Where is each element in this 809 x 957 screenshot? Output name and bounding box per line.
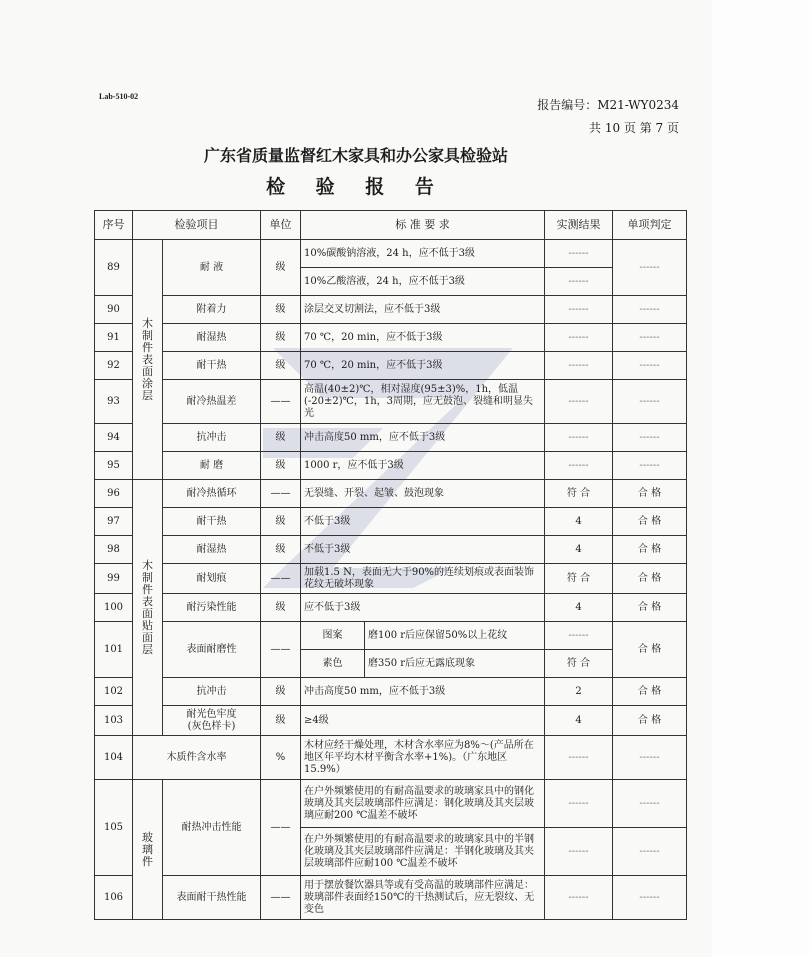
inspection-table (94, 210, 687, 920)
lab-code: Lab-510-02 (99, 92, 139, 101)
table-row: 素色 磨350 r后应无露底现象 符 合 (95, 650, 687, 678)
organization-name: 广东省质量监督红木家具和办公家具检验站 (203, 146, 508, 165)
table-row: 89 木 制 件 表 面 涂 层 耐 液 级 10%碳酸钠溶液，24 h，应不低于3级 ------ ------ (95, 240, 687, 268)
table-row: 98 耐湿热 级 不低于3级 4 合 格 (95, 536, 687, 564)
table-row: 在户外频繁使用的有耐高温要求的玻璃家具中的半钢化玻璃及其夹层玻璃部件应满足：半钢化玻璃及其夹层玻璃部件应耐100 ℃温差不破坏 ------ ------ (95, 828, 687, 876)
table-row: 90 附着力 级 涂层交叉切割法，应不低于3级 ------ ------ (95, 296, 687, 324)
table-row: 97 耐干热 级 不低于3级 4 合 格 (95, 508, 687, 536)
table-row: 105 玻 璃 件 耐热冲击性能 —— 在户外频繁使用的有耐高温要求的玻璃家具中的钢化玻璃及其夹层玻璃部件应满足：钢化玻璃及其夹层玻璃应耐200 ℃温差不破坏 ------ ------ (95, 780, 687, 828)
table-header-row (95, 211, 687, 240)
col-no: 序号 (95, 211, 133, 240)
page-info: 共 10 页 第 7 页 (589, 121, 679, 135)
table-row: 92 耐干热 级 70 ℃，20 min，应不低于3级 ------ ------ (95, 352, 687, 380)
col-standard: 标 准 要 求 (301, 211, 545, 240)
table-row: 106 表面耐干热性能 —— 用于摆放餐饮器具等或有受高温的玻璃部件应满足：玻璃部件表面经150℃的干热测试后，应无裂纹、无变色 ------ ------ (95, 876, 687, 920)
col-unit: 单位 (261, 211, 301, 240)
category-wood-coating: 木 制 件 表 面 涂 层 (133, 240, 163, 480)
col-verdict: 单项判定 (613, 211, 687, 240)
category-glass: 玻 璃 件 (133, 780, 163, 920)
table-row: 104 木质件含水率 % 木材应经干燥处理，木材含水率应为8%～(产品所在地区年平均木材平衡含水率+1%)。（广东地区15.9%） ------ ------ (95, 736, 687, 780)
report-title: 检 验 报 告 (266, 176, 446, 198)
table-row: 94 抗冲击 级 冲击高度50 mm，应不低于3级 ------ ------ (95, 424, 687, 452)
table-row: 96 木 制 件 表 面 贴 面 层 耐冷热循环 —— 无裂缝、开裂、起皱、鼓泡现象 符 合 合 格 (95, 480, 687, 508)
table-row: 91 耐湿热 级 70 ℃，20 min，应不低于3级 ------ ------ (95, 324, 687, 352)
table-row: 99 耐划痕 —— 加载1.5 N，表面无大于90%的连续划痕或表面装饰花纹无破坏现象 符 合 合 格 (95, 564, 687, 594)
table-row: 93 耐冷热温差 —— 高温(40±2)℃，相对湿度(95±3)%，1h，低温(-20±2)℃，1h，3周期，应无鼓泡、裂缝和明显失光 ------ ------ (95, 380, 687, 424)
col-result: 实测结果 (545, 211, 613, 240)
table-row: 101 表面耐磨性 —— 图案 磨100 r后应保留50%以上花纹 ------ 合 格 (95, 622, 687, 650)
table-row: 95 耐 磨 级 1000 r，应不低于3级 ------ ------ (95, 452, 687, 480)
table-row: 102 抗冲击 级 冲击高度50 mm，应不低于3级 2 合 格 (95, 678, 687, 706)
col-item: 检验项目 (133, 211, 261, 240)
report-number: 报告编号：M21-WY0234 (537, 98, 679, 112)
category-wood-veneer: 木 制 件 表 面 贴 面 层 (133, 480, 163, 736)
table-row: 103 耐光色牢度 (灰色样卡) 级 ≥4级 4 合 格 (95, 706, 687, 736)
viewer-background (712, 0, 809, 957)
table-row: 10%乙酸溶液，24 h，应不低于3级 ------ (95, 268, 687, 296)
table-row: 100 耐污染性能 级 应不低于3级 4 合 格 (95, 594, 687, 622)
